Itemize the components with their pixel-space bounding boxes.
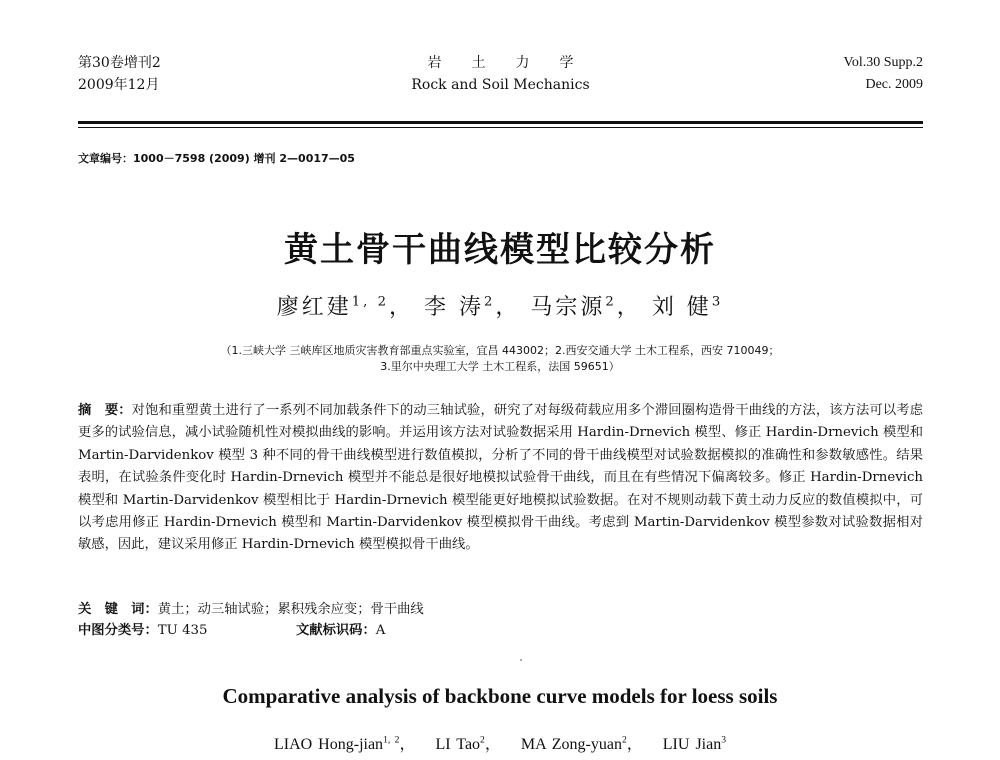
document-code-label: 文献标识码： bbox=[296, 623, 376, 638]
author-list-cn bbox=[0, 290, 1000, 321]
volume-info-en bbox=[844, 52, 923, 96]
paper-title-cn: 黄土骨干曲线模型比较分析 bbox=[284, 230, 716, 270]
abstract-text: 对饱和重塑黄土进行了一系列不同加载条件下的动三轴试验，研究了对每级荷载应用多个滞回圈构造骨干曲线的方法，该方法可以考虑更多的试验信息，减小试验随机性对模拟曲线的影响。并运用该方法对试验数据采用 Hardin-Drnevich 模型、修正 Hardin-Drnevich 模型和 Martin-Darvidenkov 模型 3 种不同的骨干曲线模型进行数值模拟，分析了不同的骨干曲线模型对试验数据模拟的准确性和参数敏感性。结果表明，在试验条件变化时 Hardin-Drnevich 模型并不能总是很好地模拟试验骨干曲线，而且在有些情况下偏离较多。修正 Hardin-Drnevich 模型和 Martin-Darvidenkov 模型相比于 Hardin-Drnevich 模型能更好地模拟试验数据。在对不规则动载下黄土动力反应的数值模拟中，可以考虑用修正 Hardin-Drnevich 模型和 Martin-Darvidenkov 模型模拟骨干曲线。考虑到 Martin-Darvidenkov 模型参数对试验数据相对敏感，因此，建议采用修正 Hardin-Drnevich 模型模拟骨干曲线。 bbox=[78, 403, 924, 553]
header-rule-thick bbox=[78, 121, 923, 124]
document-code-value: A bbox=[375, 623, 386, 638]
affiliation-line-1: （1.三峡大学 三峡库区地质灾害教育部重点实验室，宜昌 443002；2.西安交通大学 土木工程系，西安 710049； bbox=[220, 344, 780, 357]
author-cn: 马宗源$^2$， bbox=[530, 294, 642, 320]
header-rule-thin bbox=[78, 127, 923, 128]
abstract-label: 摘 要： bbox=[78, 403, 132, 418]
volume-issue-en: Vol.30 Supp.2 bbox=[843, 55, 923, 70]
keywords-text: 黄土；动三轴试验；累积残余应变；骨干曲线 bbox=[157, 602, 424, 617]
journal-name-cn: 岩土力学 bbox=[427, 55, 604, 71]
author-list-en bbox=[0, 731, 1000, 754]
document-code bbox=[296, 621, 385, 641]
paper-title-en: Comparative analysis of backbone curve models for loess soils bbox=[222, 684, 778, 708]
author-cn: 刘 健$^3$ bbox=[651, 294, 724, 320]
journal-name-en: Rock and Soil Mechanics bbox=[411, 77, 590, 93]
publication-date: 2009年12月 bbox=[78, 77, 160, 93]
journal-name bbox=[78, 52, 923, 96]
author-en: LI Tao$^2$， bbox=[435, 734, 501, 753]
author-en: LIAO Hong-jian$^{1, 2}$， bbox=[273, 734, 416, 753]
article-number-value: 1000－7598 (2009) 增刊 2—0017—05 bbox=[133, 152, 355, 165]
abstract bbox=[78, 400, 923, 557]
author-en: MA Zong-yuan$^2$， bbox=[520, 734, 643, 753]
affiliation-line-2: 3.里尔中央理工大学 土木工程系，法国 59651） bbox=[380, 360, 620, 373]
scan-speck bbox=[520, 659, 522, 661]
publication-date-en: Dec. 2009 bbox=[865, 77, 923, 92]
clc-value: TU 435 bbox=[157, 623, 208, 638]
article-number bbox=[78, 150, 355, 166]
keywords bbox=[78, 600, 424, 620]
author-cn: 廖红建$^{1, 2}$， bbox=[276, 294, 414, 320]
author-cn: 李 涛$^2$， bbox=[423, 294, 521, 320]
journal-header bbox=[78, 52, 923, 122]
volume-issue: 第30卷增刊2 bbox=[78, 55, 161, 71]
keywords-label: 关 键 词： bbox=[78, 602, 158, 617]
clc-label: 中图分类号： bbox=[78, 623, 158, 638]
article-number-label: 文章编号： bbox=[78, 152, 133, 165]
author-en: LIU Jian$^3$ bbox=[662, 734, 727, 753]
classification bbox=[78, 621, 923, 641]
